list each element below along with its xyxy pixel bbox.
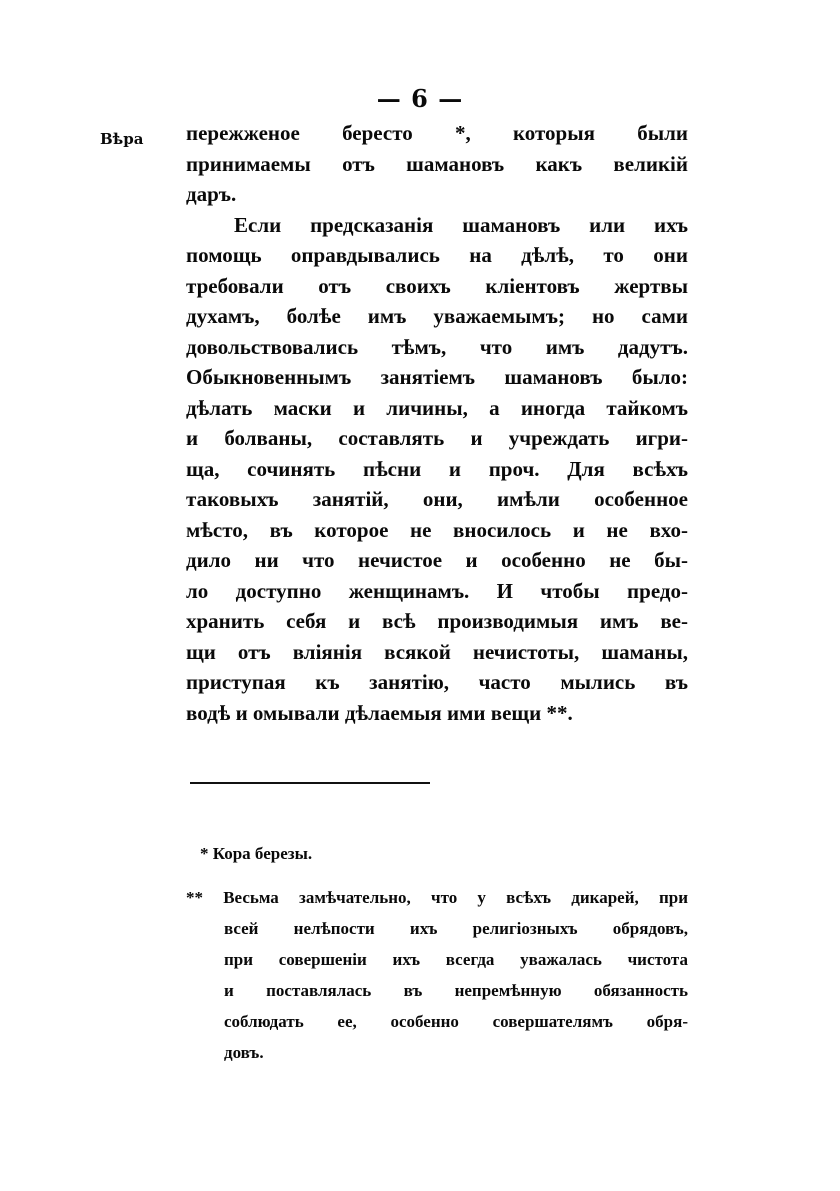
text-line: и болваны, составлять и учреждать игри- xyxy=(186,426,688,450)
page-number: — 6 — xyxy=(376,84,464,113)
text-line: ло доступно женщинамъ. И чтобы предо- xyxy=(186,578,688,603)
footnotes xyxy=(186,838,688,1068)
text-line: принимаемы отъ шамановъ какъ великій xyxy=(186,151,688,176)
text-line: ща, сочинять пѣсни и проч. Для всѣхъ xyxy=(186,456,688,481)
footnote-1: * Кора березы. xyxy=(200,844,313,863)
text-line: духамъ, болѣе имъ уважаемымъ; но сами xyxy=(186,304,688,328)
text-line: дило ни что нечистое и особенно не бы- xyxy=(186,548,688,572)
text-line: даръ. xyxy=(186,182,237,206)
margin-note: Вѣра xyxy=(100,130,144,148)
text-line: таковыхъ занятій, они, имѣли особенное xyxy=(186,487,688,511)
footnote-2-line: и поставлялась въ непремѣнную обязанность xyxy=(224,981,688,1000)
footnote-2-line: всей нелѣпости ихъ религіозныхъ обрядовъ, xyxy=(224,919,688,938)
text-line: пережженое бересто *, которыя были xyxy=(186,121,688,145)
footnote-divider xyxy=(190,782,430,784)
text-line: помощь оправдывались на дѣлѣ, то они xyxy=(186,243,688,267)
footnote-2-line: ** Весьма замѣчательно, что у всѣхъ дикарей, при xyxy=(186,888,688,907)
text-line: дѣлать маски и личины, а иногда тайкомъ xyxy=(186,395,688,420)
main-text xyxy=(186,118,688,728)
text-line: требовали отъ своихъ кліентовъ жертвы xyxy=(186,273,688,298)
text-line: приступая къ занятію, часто мылись въ xyxy=(186,670,688,694)
text-line: щи отъ вліянія всякой нечистоты, шаманы, xyxy=(186,639,688,664)
footnote-2-line: соблюдать ее, особенно совершателямъ обря- xyxy=(224,1012,688,1031)
text-line: Обыкновеннымъ занятіемъ шамановъ было: xyxy=(186,365,688,389)
footnote-2-line: довъ. xyxy=(224,1043,264,1062)
footnote-2-line: при совершеніи ихъ всегда уважалась чистота xyxy=(224,950,688,969)
text-line: мѣсто, въ которое не вносилось и не вхо- xyxy=(186,517,688,542)
text-line: довольствовались тѣмъ, что имъ дадутъ. xyxy=(186,334,688,359)
text-line: водѣ и омывали дѣлаемыя ими вещи **. xyxy=(186,700,573,725)
text-line: хранить себя и всѣ производимыя имъ ве- xyxy=(186,609,688,633)
text-line: Если предсказанія шамановъ или ихъ xyxy=(234,212,688,237)
